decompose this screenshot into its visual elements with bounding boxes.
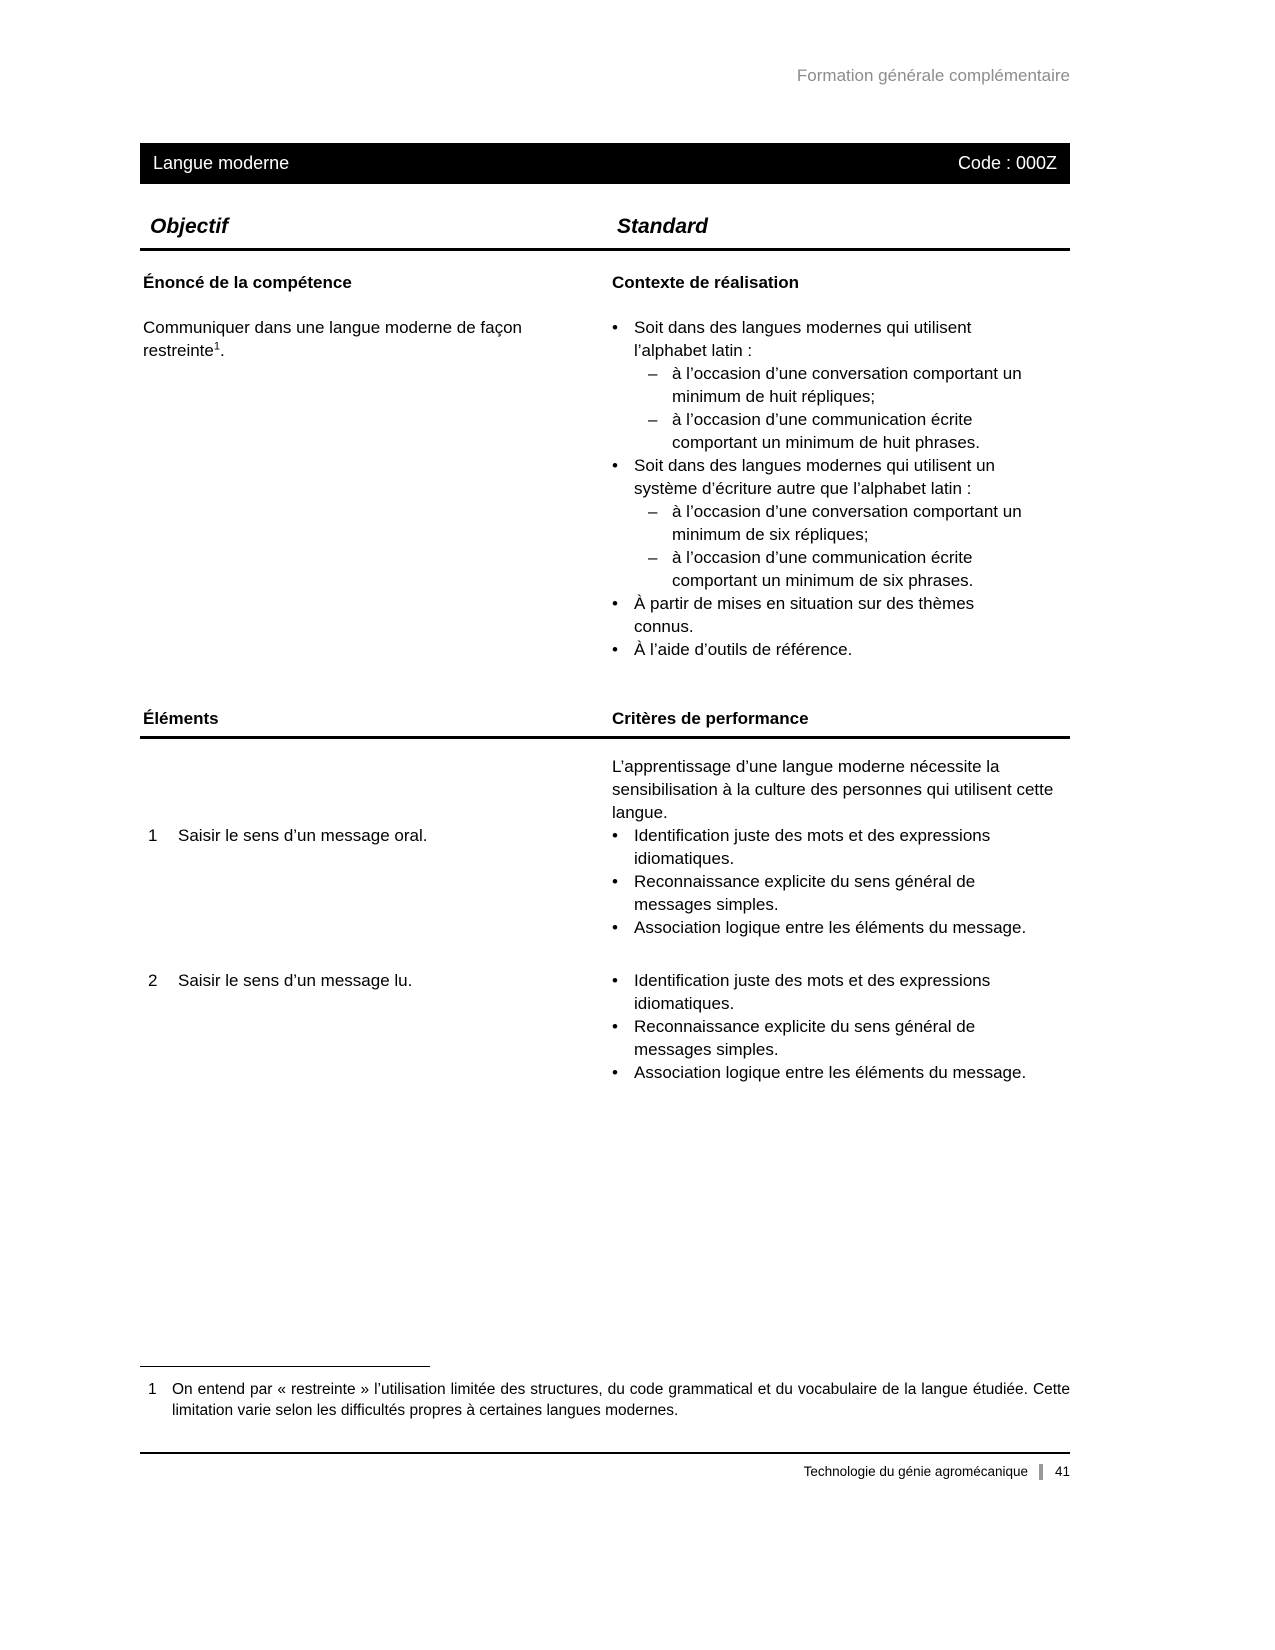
bullet-icon: • <box>612 640 618 659</box>
element-number: 1 <box>148 826 158 845</box>
criteria-item <box>612 969 1070 1015</box>
criteria-item-text: Association logique entre les éléments du message. <box>634 1063 1027 1082</box>
criteria-item-text: Identification juste des mots et des expressions idiomatiques. <box>634 971 991 1013</box>
column-heading-objectif: Objectif <box>150 215 229 238</box>
title-banner <box>140 143 1070 184</box>
context-subitem-text: à l’occasion d’une communication écrite comportant un minimum de six phrases. <box>672 548 974 590</box>
criteria-item <box>612 1061 1070 1084</box>
criteria-item-text: Reconnaissance explicite du sens général de messages simples. <box>634 872 976 914</box>
footnote-reference: 1 <box>213 340 220 353</box>
element-row-2 <box>140 969 590 1084</box>
banner-code: Code : 000Z <box>957 153 1057 173</box>
context-item <box>612 316 1070 362</box>
bullet-icon: • <box>612 971 618 990</box>
context-subitem-text: à l’occasion d’une communication écrite comportant un minimum de huit phrases. <box>672 410 981 452</box>
contexte-heading: Contexte de réalisation <box>612 273 800 292</box>
bullet-icon: • <box>612 1017 618 1036</box>
context-item <box>612 592 1070 638</box>
context-item <box>612 638 1070 661</box>
context-subitem <box>648 362 1070 408</box>
context-item-text: Soit dans des langues modernes qui utilisent l’alphabet latin : <box>634 318 972 360</box>
element-text: Saisir le sens d’un message oral. <box>178 826 428 845</box>
statement-period: . <box>220 341 225 360</box>
footnote-rule <box>140 1366 430 1367</box>
bullet-icon: • <box>612 826 618 845</box>
context-item <box>612 454 1070 500</box>
statement-text: Communiquer dans une langue moderne de façon restreinte <box>143 318 522 360</box>
context-subitem-text: à l’occasion d’une conversation comportant un minimum de six répliques; <box>672 502 1022 544</box>
bullet-icon: • <box>612 318 618 337</box>
dash-icon: – <box>648 410 658 429</box>
criteria-item <box>612 870 1070 916</box>
criteria-list-1 <box>612 824 1070 939</box>
bullet-icon: • <box>612 594 618 613</box>
empty-cell <box>140 755 590 824</box>
element-text: Saisir le sens d’un message lu. <box>178 971 413 990</box>
contexte-list <box>612 316 1070 661</box>
context-subitem <box>648 546 1070 592</box>
column-headers <box>140 214 1070 251</box>
row-spacer <box>612 939 1070 969</box>
column-heading-standard: Standard <box>617 215 709 238</box>
competence-context-body <box>140 316 1070 661</box>
elements-criteria-headings <box>140 707 1070 739</box>
footer-separator-icon <box>1039 1464 1043 1480</box>
criteria-item <box>612 916 1070 939</box>
element-number: 2 <box>148 971 158 990</box>
context-subitem <box>648 500 1070 546</box>
element-row-1 <box>140 824 590 939</box>
criteria-item <box>612 1015 1070 1061</box>
criteria-item <box>612 824 1070 870</box>
criteria-item-text: Association logique entre les éléments du message. <box>634 918 1027 937</box>
criteria-intro: L’apprentissage d’une langue moderne nécessite la sensibilisation à la culture des personnes qui utilisent cette langue. <box>612 757 1054 822</box>
footnote-text: On entend par « restreinte » l’utilisation limitée des structures, du code grammatical et du vocabulaire de la langue étudiée. Cette limitation varie selon les difficultés propres à certaines langues modernes. <box>172 1381 1070 1419</box>
dash-icon: – <box>648 502 658 521</box>
context-item-text: Soit dans des langues modernes qui utilisent un système d’écriture autre que l’alphabet latin : <box>634 456 996 498</box>
dash-icon: – <box>648 548 658 567</box>
bullet-icon: • <box>612 872 618 891</box>
footnote-number: 1 <box>148 1381 157 1398</box>
footnote-body <box>140 1379 1070 1421</box>
footer-program-title: Technologie du génie agromécanique <box>803 1464 1028 1479</box>
competence-statement <box>140 316 590 661</box>
bullet-icon: • <box>612 1063 618 1082</box>
footnote <box>140 1366 1070 1421</box>
context-item-text: À l’aide d’outils de référence. <box>634 640 853 659</box>
page-footer <box>140 1452 1070 1480</box>
context-subitem-text: à l’occasion d’une conversation comportant un minimum de huit répliques; <box>672 364 1022 406</box>
criteria-list-2 <box>612 969 1070 1084</box>
page-number: 41 <box>1054 1464 1070 1479</box>
running-header: Formation générale complémentaire <box>796 66 1070 85</box>
criteria-heading: Critères de performance <box>612 709 809 728</box>
elements-heading: Éléments <box>143 709 219 728</box>
criteria-item-text: Reconnaissance explicite du sens général de messages simples. <box>634 1017 976 1059</box>
bullet-icon: • <box>612 918 618 937</box>
banner-title: Langue moderne <box>153 153 290 173</box>
bullet-icon: • <box>612 456 618 475</box>
row-spacer <box>140 939 590 969</box>
competence-context-headings <box>140 271 1070 294</box>
competence-heading: Énoncé de la compétence <box>143 273 352 292</box>
context-item-text: À partir de mises en situation sur des thèmes connus. <box>634 594 975 636</box>
elements-criteria-body <box>140 755 1070 1084</box>
dash-icon: – <box>648 364 658 383</box>
criteria-item-text: Identification juste des mots et des expressions idiomatiques. <box>634 826 991 868</box>
context-subitem <box>648 408 1070 454</box>
